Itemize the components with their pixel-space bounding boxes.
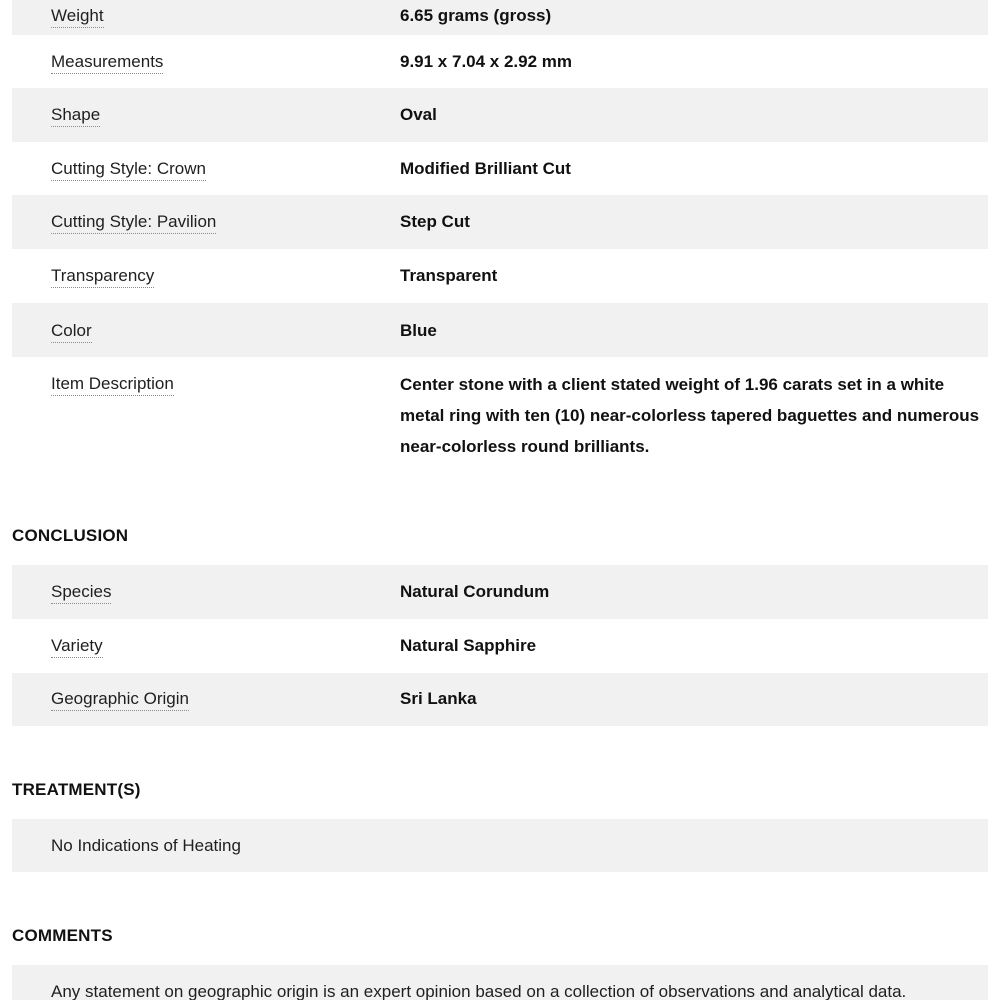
table-row-cutting-crown: [12, 142, 988, 195]
comments-heading: COMMENTS: [12, 926, 113, 945]
transparency-label[interactable]: Transparency: [51, 266, 154, 288]
conclusion-heading: CONCLUSION: [12, 526, 129, 545]
table-row-treatment: [12, 819, 988, 872]
table-row-measurements: [12, 35, 988, 88]
table-row-weight: [12, 0, 988, 35]
cutting-crown-label[interactable]: Cutting Style: Crown: [51, 159, 206, 181]
table-row-shape: [12, 88, 988, 142]
table-row-color: [12, 303, 988, 357]
species-value: Natural Corundum: [400, 582, 550, 601]
color-value: Blue: [400, 321, 437, 340]
table-row-item-description: [12, 357, 988, 473]
transparency-value: Transparent: [400, 266, 498, 285]
table-row-variety: [12, 619, 988, 673]
variety-value: Natural Sapphire: [400, 636, 537, 655]
table-row-cutting-pavilion: [12, 195, 988, 249]
item-description-label[interactable]: Item Description: [51, 374, 174, 396]
color-label[interactable]: Color: [51, 321, 92, 343]
table-row-geographic-origin: [12, 673, 988, 726]
cutting-crown-value: Modified Brilliant Cut: [400, 159, 571, 178]
measurements-label[interactable]: Measurements: [51, 52, 163, 74]
variety-label[interactable]: Variety: [51, 636, 103, 658]
item-description-value: Center stone with a client stated weight of 1.96 carats set in a white metal ring with ten (10) near-colorless tapered baguettes and numerous near-colorless round brilliants.: [400, 375, 980, 456]
cutting-pavilion-value: Step Cut: [400, 212, 470, 231]
table-row-species: [12, 565, 988, 619]
measurements-value: 9.91 x 7.04 x 2.92 mm: [400, 52, 573, 71]
cutting-pavilion-label[interactable]: Cutting Style: Pavilion: [51, 212, 216, 234]
species-label[interactable]: Species: [51, 582, 111, 604]
treatments-heading: TREATMENT(S): [12, 780, 141, 799]
comments-table: [12, 965, 988, 1000]
treatments-table: [12, 819, 988, 872]
report-details-table: [12, 0, 988, 473]
weight-value: 6.65 grams (gross): [400, 6, 552, 25]
table-row-transparency: [12, 249, 988, 303]
shape-value: Oval: [400, 105, 437, 124]
geographic-origin-label[interactable]: Geographic Origin: [51, 689, 189, 711]
table-row-comment: [12, 965, 988, 1000]
comment-text: Any statement on geographic origin is an expert opinion based on a collection of observations and analytical data.: [51, 982, 907, 1000]
shape-label[interactable]: Shape: [51, 105, 100, 127]
conclusion-table: [12, 565, 988, 726]
geographic-origin-value: Sri Lanka: [400, 689, 477, 708]
treatment-text: No Indications of Heating: [51, 836, 241, 855]
weight-label[interactable]: Weight: [51, 6, 104, 28]
